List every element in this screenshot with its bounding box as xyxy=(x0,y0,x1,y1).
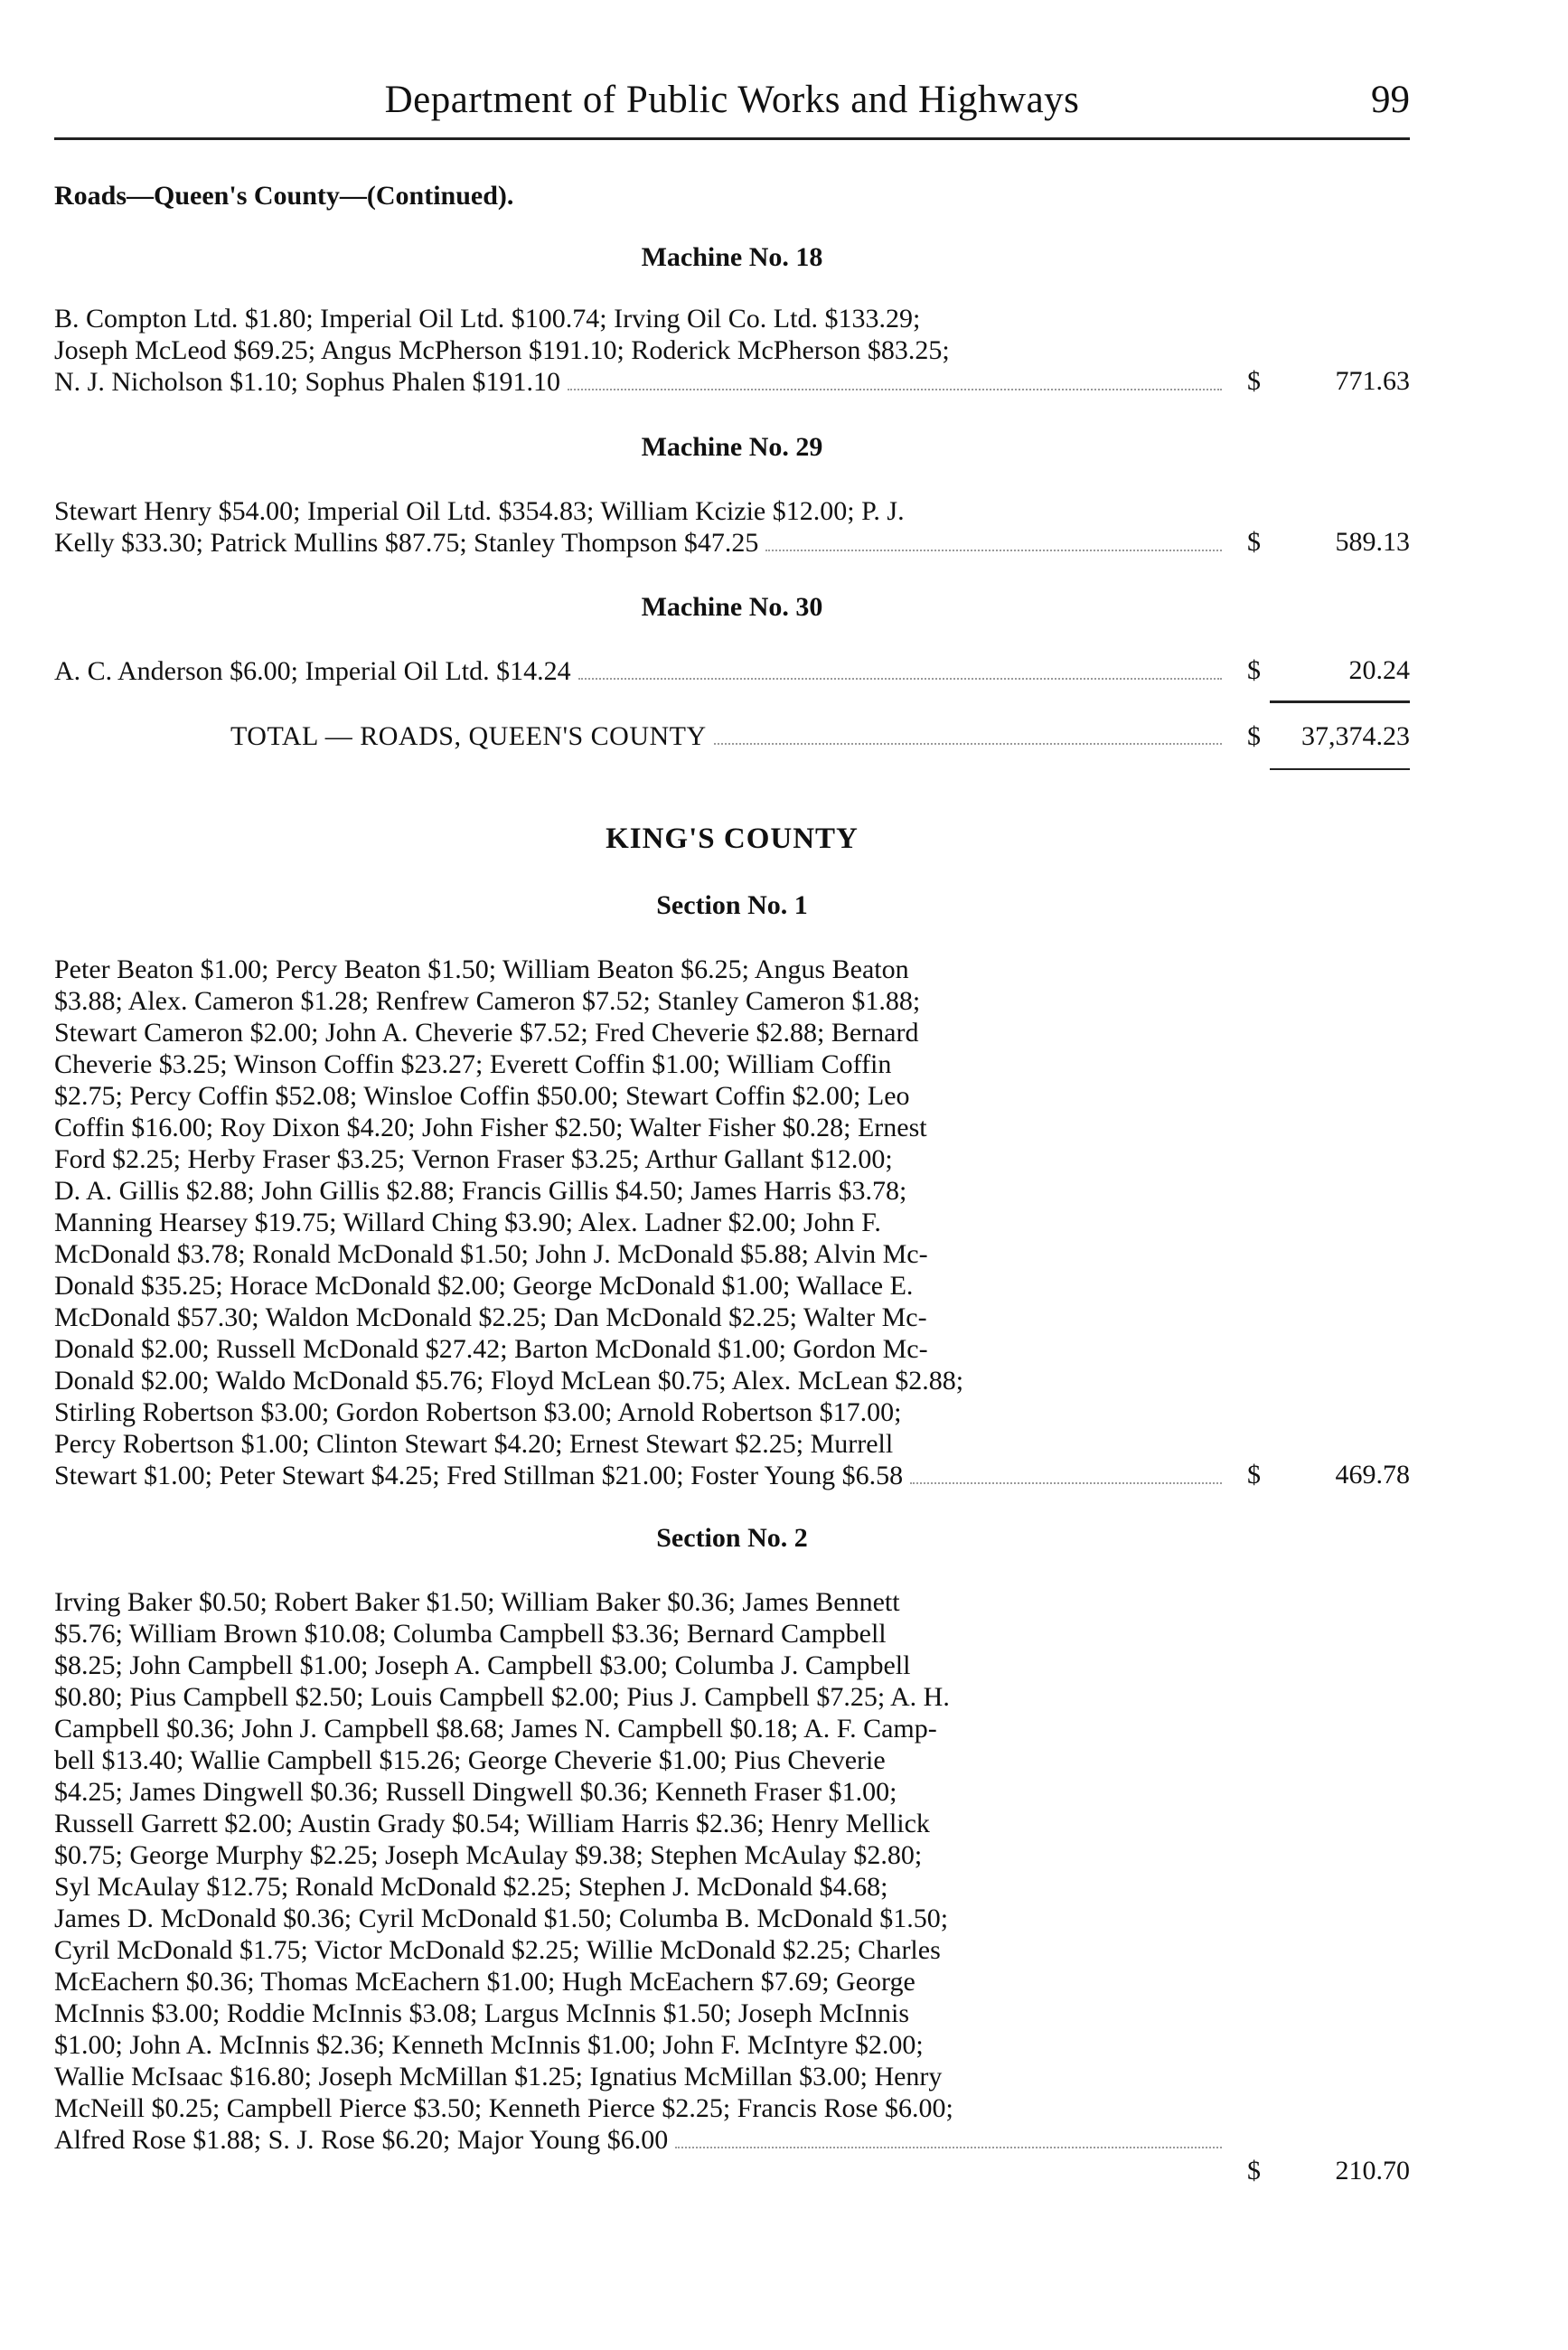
section-1-entries xyxy=(54,954,1229,1491)
amount-value: 589.13 xyxy=(1335,527,1410,557)
entry-line: Peter Beaton $1.00; Percy Beaton $1.50; William Beaton $6.25; Angus Beaton xyxy=(54,954,909,984)
entry-last-line xyxy=(54,527,1229,559)
entry-line: Donald $2.00; Waldo McDonald $5.76; Floyd McLean $0.75; Alex. McLean $2.88; xyxy=(54,1366,964,1396)
kings-county-heading: KING'S COUNTY xyxy=(606,822,859,855)
machine-29-heading: Machine No. 29 xyxy=(641,432,823,462)
entry-line: Cheverie $3.25; Winson Coffin $23.27; Everett Coffin $1.00; William Coffin xyxy=(54,1049,892,1079)
dot-leader xyxy=(568,389,1222,390)
dollar-sign: $ xyxy=(1247,2156,1261,2186)
dollar-sign: $ xyxy=(1247,527,1261,557)
entry-line: McInnis $3.00; Roddie McInnis $3.08; Largus McInnis $1.50; Joseph McInnis xyxy=(54,1998,910,2028)
total-rule-top xyxy=(1270,700,1410,703)
dollar-sign: $ xyxy=(1247,366,1261,396)
dollar-sign: $ xyxy=(1247,655,1261,685)
dot-leader xyxy=(578,678,1222,680)
entry-line: Stewart Cameron $2.00; John A. Cheverie $7.52; Fred Cheverie $2.88; Bernard xyxy=(54,1018,919,1048)
entry-line: bell $13.40; Wallie Campbell $15.26; George Cheverie $1.00; Pius Cheverie xyxy=(54,1745,886,1775)
amount-value: 37,374.23 xyxy=(1301,721,1410,751)
amount-value: 771.63 xyxy=(1335,366,1410,396)
section-2-heading: Section No. 2 xyxy=(656,1523,808,1553)
running-head-title: Department of Public Works and Highways xyxy=(384,79,1080,121)
entry-last-line xyxy=(54,366,1229,398)
page-number: 99 xyxy=(1371,79,1410,121)
entry-line: Irving Baker $0.50; Robert Baker $1.50; William Baker $0.36; James Bennett xyxy=(54,1587,900,1617)
dot-leader xyxy=(675,2147,1222,2148)
entry-line: Percy Robertson $1.00; Clinton Stewart $4.20; Ernest Stewart $2.25; Murrell xyxy=(54,1429,894,1459)
entry-line: McDonald $57.30; Waldon McDonald $2.25; Dan McDonald $2.25; Walter Mc- xyxy=(54,1302,927,1332)
dot-leader xyxy=(765,550,1222,551)
queens-total-line xyxy=(54,721,1229,752)
entry-line: Manning Hearsey $19.75; Willard Ching $3.90; Alex. Ladner $2.00; John F. xyxy=(54,1208,881,1237)
entry-line: Donald $2.00; Russell McDonald $27.42; Barton McDonald $1.00; Gordon Mc- xyxy=(54,1334,928,1364)
total-rule-bottom xyxy=(1270,768,1410,770)
entry-line: $2.75; Percy Coffin $52.08; Winsloe Coffin $50.00; Stewart Coffin $2.00; Leo xyxy=(54,1081,910,1111)
section-2-entries xyxy=(54,1586,1229,2156)
machine-30-entries xyxy=(54,655,1229,687)
entry-line: Stewart Henry $54.00; Imperial Oil Ltd. $354.83; William Kcizie $12.00; P. J. xyxy=(54,496,905,526)
machine-29-entries xyxy=(54,495,1229,559)
entry-line: $1.00; John A. McInnis $2.36; Kenneth McInnis $1.00; John F. McIntyre $2.00; xyxy=(54,2030,924,2060)
dollar-sign: $ xyxy=(1247,721,1261,751)
entry-line: Coffin $16.00; Roy Dixon $4.20; John Fisher $2.50; Walter Fisher $0.28; Ernest xyxy=(54,1113,927,1142)
entry-line: Kelly $33.30; Patrick Mullins $87.75; Stanley Thompson $47.25 xyxy=(54,528,759,558)
entry-line: $3.88; Alex. Cameron $1.28; Renfrew Cameron $7.52; Stanley Cameron $1.88; xyxy=(54,986,921,1016)
amount-value: 469.78 xyxy=(1335,1460,1410,1490)
entry-line: N. J. Nicholson $1.10; Sophus Phalen $191.10 xyxy=(54,367,561,397)
entry-line: Syl McAulay $12.75; Ronald McDonald $2.25; Stephen J. McDonald $4.68; xyxy=(54,1872,888,1902)
entry-line: $0.75; George Murphy $2.25; Joseph McAulay $9.38; Stephen McAulay $2.80; xyxy=(54,1840,923,1870)
dollar-sign: $ xyxy=(1247,1460,1261,1490)
entry-line: Campbell $0.36; John J. Campbell $8.68; James N. Campbell $0.18; A. F. Camp- xyxy=(54,1714,937,1744)
entry-line: McDonald $3.78; Ronald McDonald $1.50; John J. McDonald $5.88; Alvin Mc- xyxy=(54,1239,928,1269)
section-1-heading: Section No. 1 xyxy=(656,890,808,920)
entry-line: Ford $2.25; Herby Fraser $3.25; Vernon Fraser $3.25; Arthur Gallant $12.00; xyxy=(54,1144,893,1174)
entry-last-line xyxy=(54,2124,1229,2156)
dot-leader xyxy=(714,743,1222,745)
entry-line: $8.25; John Campbell $1.00; Joseph A. Campbell $3.00; Columba J. Campbell xyxy=(54,1650,911,1680)
entry-line: Alfred Rose $1.88; S. J. Rose $6.20; Major Young $6.00 xyxy=(54,2125,669,2155)
entry-line: Donald $35.25; Horace McDonald $2.00; George McDonald $1.00; Wallace E. xyxy=(54,1271,914,1301)
amount-value: 210.70 xyxy=(1335,2156,1410,2186)
machine-30-heading: Machine No. 30 xyxy=(641,592,823,622)
entry-line: Russell Garrett $2.00; Austin Grady $0.54; William Harris $2.36; Henry Mellick xyxy=(54,1809,930,1838)
machine-18-entries xyxy=(54,303,1229,398)
entry-line: Cyril McDonald $1.75; Victor McDonald $2.25; Willie McDonald $2.25; Charles xyxy=(54,1935,941,1965)
header-rule xyxy=(54,137,1410,140)
entry-line: $5.76; William Brown $10.08; Columba Campbell $3.36; Bernard Campbell xyxy=(54,1619,887,1649)
entry-last-line xyxy=(54,1460,1229,1491)
entry-line: McEachern $0.36; Thomas McEachern $1.00; Hugh McEachern $7.69; George xyxy=(54,1967,915,1997)
machine-18-heading: Machine No. 18 xyxy=(641,242,823,272)
queens-total-label: TOTAL — ROADS, QUEEN'S COUNTY xyxy=(230,721,707,751)
section-continued-heading: Roads—Queen's County—(Continued). xyxy=(54,181,514,211)
amount-value: 20.24 xyxy=(1348,655,1410,685)
entry-line: $0.80; Pius Campbell $2.50; Louis Campbell $2.00; Pius J. Campbell $7.25; A. H. xyxy=(54,1682,950,1712)
entry-line: James D. McDonald $0.36; Cyril McDonald $1.50; Columba B. McDonald $1.50; xyxy=(54,1904,949,1933)
entry-line: $4.25; James Dingwell $0.36; Russell Dingwell $0.36; Kenneth Fraser $1.00; xyxy=(54,1777,897,1807)
entry-line: A. C. Anderson $6.00; Imperial Oil Ltd. $14.24 xyxy=(54,656,571,686)
dot-leader xyxy=(910,1482,1222,1484)
entry-line: Stirling Robertson $3.00; Gordon Robertson $3.00; Arnold Robertson $17.00; xyxy=(54,1397,902,1427)
entry-line: Stewart $1.00; Peter Stewart $4.25; Fred Stillman $21.00; Foster Young $6.58 xyxy=(54,1461,904,1490)
entry-line: McNeill $0.25; Campbell Pierce $3.50; Kenneth Pierce $2.25; Francis Rose $6.00; xyxy=(54,2093,953,2123)
entry-last-line xyxy=(54,655,1229,687)
entry-line: D. A. Gillis $2.88; John Gillis $2.88; Francis Gillis $4.50; James Harris $3.78; xyxy=(54,1176,907,1206)
entry-line: Joseph McLeod $69.25; Angus McPherson $191.10; Roderick McPherson $83.25; xyxy=(54,335,950,365)
entry-line: Wallie McIsaac $16.80; Joseph McMillan $1.25; Ignatius McMillan $3.00; Henry xyxy=(54,2062,943,2092)
entry-line: B. Compton Ltd. $1.80; Imperial Oil Ltd. $100.74; Irving Oil Co. Ltd. $133.29; xyxy=(54,304,921,334)
